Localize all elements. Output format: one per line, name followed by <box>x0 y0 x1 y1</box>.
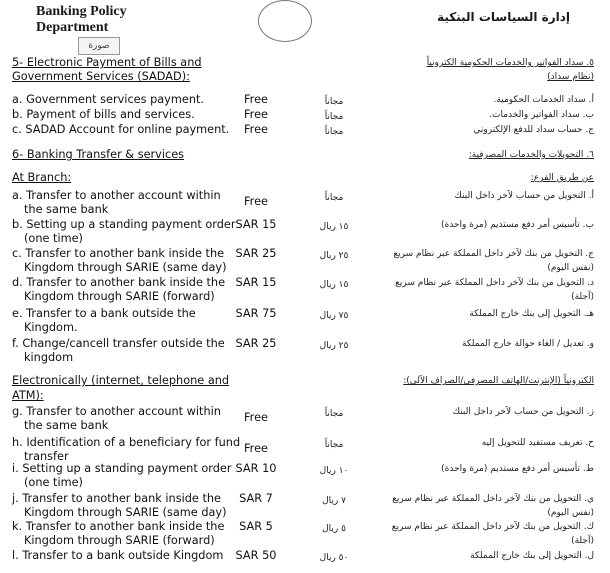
fee-value: SAR 25 <box>235 247 277 260</box>
section-heading: 6- Banking Transfer & services <box>12 148 185 161</box>
fee-item-label-arabic: ل. التحويل إلى بنك خارج المملكة <box>470 551 594 561</box>
fee-item-label: l. Transfer to a bank outside Kingdom <box>12 549 224 562</box>
fee-item-label: kingdom <box>24 351 74 364</box>
fee-value-arabic: ٥٠ ريال <box>319 553 349 563</box>
fee-item-label-arabic: ج. التحويل من بنك لآخر داخل المملكة عبر نظام سريع <box>393 249 594 259</box>
seal-emblem <box>258 0 312 42</box>
fee-item-label: the same bank <box>24 203 109 216</box>
header-arabic: إدارة السياسات البنكية <box>437 10 570 24</box>
fee-value: Free <box>244 108 268 121</box>
section-heading: ATM): <box>12 389 44 402</box>
fee-item-label: a. Transfer to another account within <box>12 189 221 202</box>
fee-value-arabic: مجاناً <box>324 127 344 137</box>
fee-value-arabic: ٢٥ ريال <box>319 341 349 351</box>
fee-value: SAR 10 <box>235 462 277 475</box>
section-heading: At Branch: <box>12 171 72 184</box>
section-heading-arabic: ٥. سداد الفواتير والخدمات الحكومية الكترونياً <box>426 58 594 68</box>
section-heading-arabic: (نظام سداد) <box>547 72 594 82</box>
header-english: Banking Policy Department <box>36 4 127 35</box>
fee-item-label-arabic: أ. التحويل من حساب لآخر داخل البنك <box>454 191 594 201</box>
fee-item-label-arabic: أ. سداد الخدمات الحكومية. <box>493 95 594 105</box>
fee-item-label: c. Transfer to another bank inside the <box>12 247 225 260</box>
fee-value: Free <box>244 411 268 424</box>
fee-value-arabic: ٧٥ ريال <box>319 311 349 321</box>
fee-value: Free <box>244 195 268 208</box>
section-heading-arabic: ٦. التحويلات والخدمات المصرفية: <box>468 150 594 160</box>
fee-value-arabic: ٢٥ ريال <box>319 251 349 261</box>
fee-value: Free <box>244 123 268 136</box>
fee-value: SAR 75 <box>235 307 277 320</box>
fee-value: SAR 25 <box>235 337 277 350</box>
fee-value-arabic: مجاناً <box>324 409 344 419</box>
fee-item-label-arabic: ك. التحويل من بنك لآخر داخل المملكة عبر نظام سريع <box>391 522 594 532</box>
fee-item-label-arabic: (آجلة) <box>571 292 594 302</box>
fee-item-label-arabic: ز. التحويل من حساب لآخر داخل البنك <box>452 407 594 417</box>
section-heading: Government Services (SADAD): <box>12 70 190 83</box>
fee-item-label: g. Transfer to another account within <box>12 405 221 418</box>
fee-item-label: i. Setting up a standing payment order <box>12 462 232 475</box>
fee-item-label: the same bank <box>24 419 109 432</box>
fee-item-label-arabic: ب. سداد الفواتير والخدمات. <box>489 110 594 120</box>
fee-item-label: a. Government services payment. <box>12 93 205 106</box>
fee-item-label: Kingdom through SARIE (forward) <box>24 290 215 303</box>
fee-item-label: Kingdom. <box>24 321 78 334</box>
fee-value: Free <box>244 442 268 455</box>
fee-item-label: d. Transfer to another bank inside the <box>12 276 226 289</box>
section-heading-arabic: عن طريق الفرع: <box>530 173 594 183</box>
fee-item-label-arabic: و. تعديل / الغاء حوالة خارج المملكة <box>461 339 594 349</box>
fee-item-label-arabic: ح. تعريف مستفيد للتحويل إليه <box>481 438 594 448</box>
fee-value: SAR 15 <box>235 218 277 231</box>
fee-item-label: k. Transfer to another bank inside the <box>12 520 225 533</box>
section-heading: 5- Electronic Payment of Bills and <box>12 56 202 69</box>
fee-item-label-arabic: (آجلة) <box>571 536 594 546</box>
fee-item-label: j. Transfer to another bank inside the <box>12 492 221 505</box>
fee-item-label-arabic: د. التحويل من بنك لآخر داخل المملكة عبر نظام سريع <box>395 278 594 288</box>
fee-item-label-arabic: (نفس اليوم) <box>547 263 594 273</box>
section-heading: Electronically (internet, telephone and <box>12 374 230 387</box>
fee-item-label-arabic: ط. تأسيس أمر دفع مستديم (مرة واحدة) <box>441 464 594 474</box>
fee-item-label: transfer <box>24 450 69 463</box>
fee-value-arabic: ١٠ ريال <box>319 466 349 476</box>
fee-value-arabic: ١٥ ريال <box>319 222 349 232</box>
fee-item-label-arabic: ي. التحويل من بنك لآخر داخل المملكة عبر نظام سريع <box>392 494 594 504</box>
fee-item-label: b. Payment of bills and services. <box>12 108 195 121</box>
fee-item-label: h. Identification of a beneficiary for fund <box>12 436 241 449</box>
fee-value: SAR 5 <box>239 520 273 533</box>
image-tag: صورة <box>78 37 120 55</box>
fee-item-label: e. Transfer to a bank outside the <box>12 307 196 320</box>
fee-value: SAR 7 <box>239 492 273 505</box>
fee-item-label: f. Change/cancell transfer outside the <box>12 337 225 350</box>
fee-item-label: Kingdom through SARIE (same day) <box>24 261 227 274</box>
fee-value-arabic: ٧ ريال <box>322 496 346 506</box>
section-heading-arabic: الكترونياً (الإنترنت/الهاتف المصرفي/الصراف الآلي): <box>403 376 594 386</box>
fee-value-arabic: مجاناً <box>324 440 344 450</box>
fee-item-label-arabic: هـ. التحويل إلى بنك خارج المملكة <box>469 309 594 319</box>
fee-item-label: (one time) <box>24 476 83 489</box>
fee-item-label: c. SADAD Account for online payment. <box>12 123 230 136</box>
fee-value-arabic: ١٥ ريال <box>319 280 349 290</box>
fee-item-label-arabic: ب. تأسيس أمر دفع مستديم (مرة واحدة) <box>440 220 594 230</box>
fee-item-label: b. Setting up a standing payment order <box>12 218 236 231</box>
fee-value-arabic: مجاناً <box>324 112 344 122</box>
fee-item-label: Kingdom through SARIE (same day) <box>24 506 227 519</box>
fee-item-label-arabic: (نفس اليوم) <box>547 508 594 518</box>
fee-item-label: Kingdom through SARIE (forward) <box>24 534 215 547</box>
fee-value: SAR 50 <box>235 549 277 562</box>
fee-value-arabic: مجاناً <box>324 97 344 107</box>
fee-value-arabic: مجاناً <box>324 193 344 203</box>
fee-item-label-arabic: ج. حساب سداد للدفع الإلكتروني <box>473 125 594 135</box>
fee-value: Free <box>244 93 268 106</box>
fee-value-arabic: ٥ ريال <box>322 524 346 534</box>
fee-value: SAR 15 <box>235 276 277 289</box>
fee-item-label: (one time) <box>24 232 83 245</box>
